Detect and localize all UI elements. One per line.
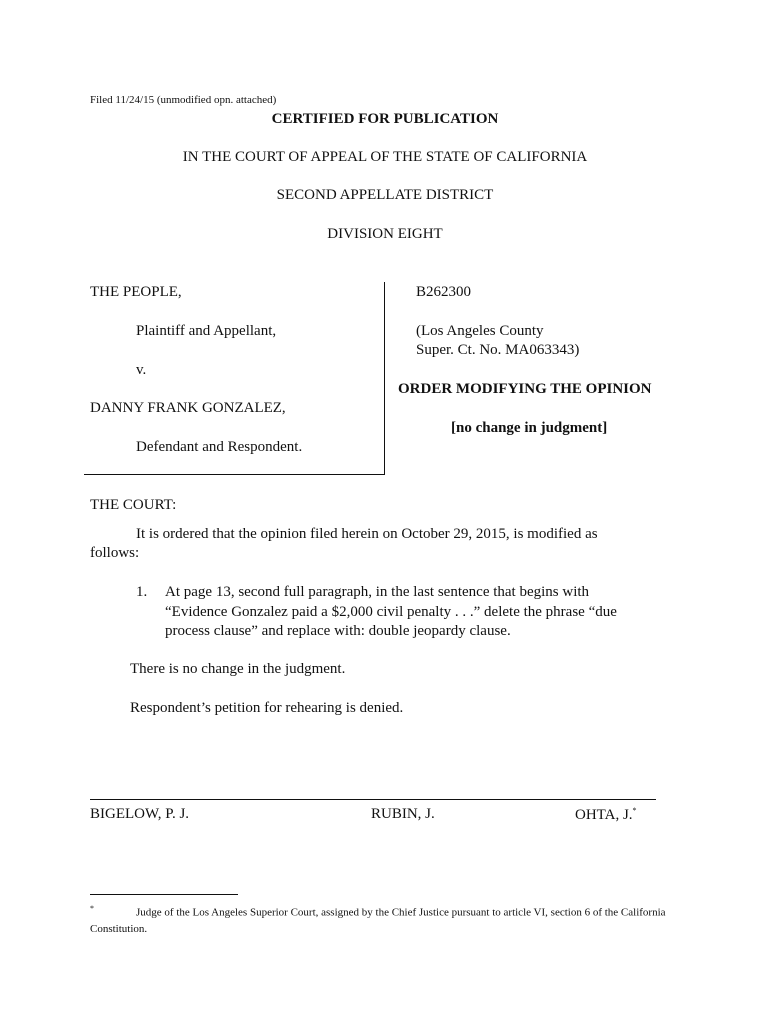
item-line-1: At page 13, second full paragraph, in the last sentence that begins with	[165, 584, 590, 600]
plaintiff-role: Plaintiff and Appellant,	[136, 323, 277, 339]
judge-bigelow: BIGELOW, P. J.	[90, 806, 190, 822]
county-line-1: (Los Angeles County	[416, 323, 544, 339]
footnote-text: Judge of the Los Angeles Superior Court, assigned by the Chief Justice pursuant to article VI, section 6 of the California Constitution.	[90, 906, 666, 935]
plaintiff-name: THE PEOPLE,	[90, 284, 182, 300]
footnote-divider	[90, 894, 238, 895]
judge-ohta-name: OHTA, J.	[575, 807, 633, 823]
versus-label: v.	[136, 362, 147, 378]
defendant-name: DANNY FRANK GONZALEZ,	[90, 400, 286, 416]
defendant-role: Defendant and Respondent.	[136, 439, 303, 455]
county-line-2: Super. Ct. No. MA063343)	[416, 342, 580, 358]
the-court-label: THE COURT:	[90, 497, 177, 513]
court-heading: IN THE COURT OF APPEAL OF THE STATE OF CALIFORNIA	[182, 149, 588, 165]
signature-line	[90, 799, 656, 800]
no-change-statement: There is no change in the judgment.	[130, 661, 346, 677]
judge-ohta	[575, 806, 637, 824]
caption-horizontal-divider	[84, 474, 385, 475]
footnote	[90, 901, 680, 937]
item-line-3: process clause” and replace with: double jeopardy clause.	[165, 623, 511, 639]
item-line-2: “Evidence Gonzalez paid a $2,000 civil penalty . . .” delete the phrase “due	[165, 604, 617, 620]
certified-heading: CERTIFIED FOR PUBLICATION	[271, 111, 499, 127]
judge-rubin: RUBIN, J.	[371, 806, 435, 822]
case-number: B262300	[416, 284, 472, 300]
division-heading: DIVISION EIGHT	[327, 226, 443, 242]
intro-line-2: follows:	[90, 545, 140, 561]
footnote-mark: *	[90, 904, 94, 913]
district-heading: SECOND APPELLATE DISTRICT	[276, 187, 494, 203]
judge-ohta-footnote-mark: *	[632, 806, 637, 815]
item-number: 1.	[136, 584, 148, 600]
rehearing-statement: Respondent’s petition for rehearing is denied.	[130, 700, 404, 716]
judgment-note: [no change in judgment]	[451, 420, 608, 436]
filed-note: Filed 11/24/15 (unmodified opn. attached)	[90, 94, 277, 106]
intro-line-1: It is ordered that the opinion filed herein on October 29, 2015, is modified as	[136, 526, 598, 542]
caption-vertical-divider	[384, 282, 385, 474]
order-title: ORDER MODIFYING THE OPINION	[398, 381, 652, 397]
